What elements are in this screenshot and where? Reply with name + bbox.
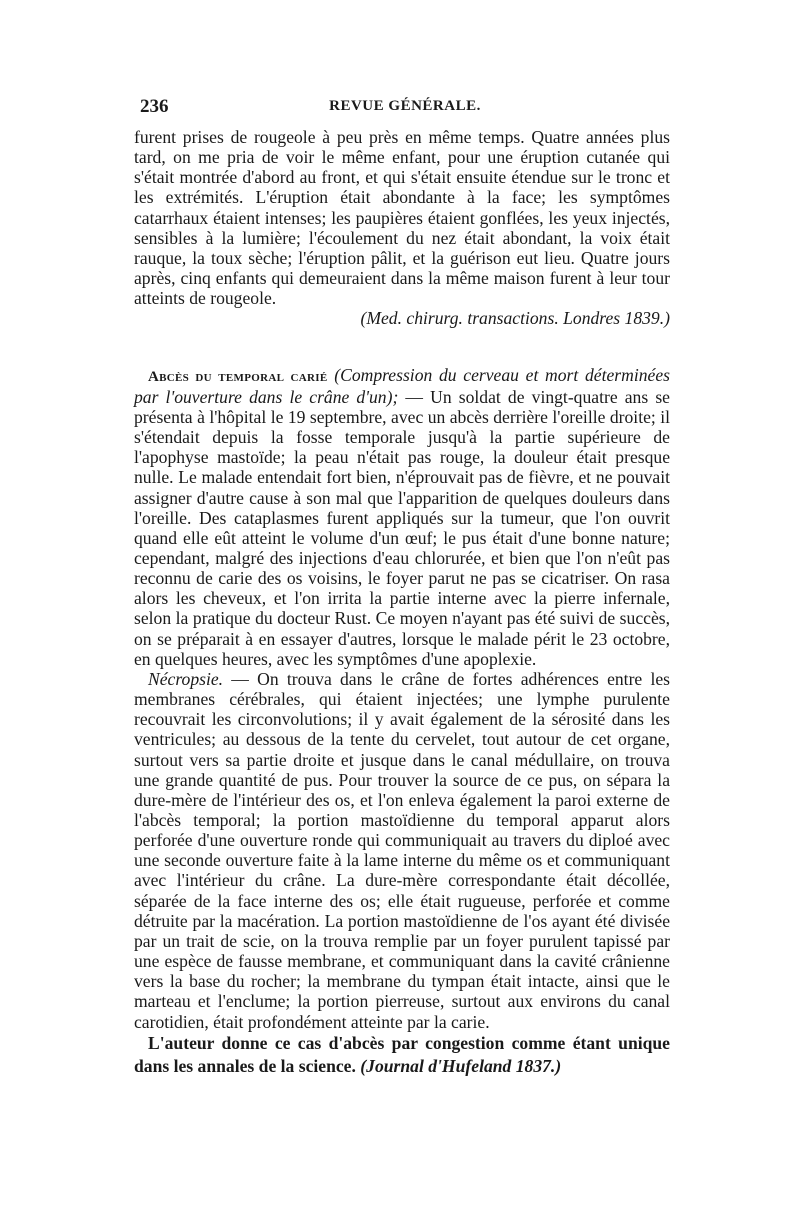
section2-conclusion <box>134 1032 670 1078</box>
section1-citation: (Med. chirurg. transactions. Londres 1839.) <box>360 308 670 329</box>
section2-citation: (Journal d'Hufeland 1837.) <box>360 1055 562 1076</box>
section1-paragraph: furent prises de rougeole à peu près en même temps. Quatre années plus tard, on me pria de voir le même enfant, pour une éruption cutanée qui s'était montrée d'abord au front, et qui s'était ensuite étendue sur le tronc et les extrémités. L'éruption était abondante à la face; les symptômes catarrhaux étaient intenses; les paupières étaient gonflées, les yeux injectés, sensibles à la lumière; l'écoulement du nez était abondant, la voix était rauque, la toux sèche; l'éruption pâlit, et la guérison eut lieu. Quatre jours après, cinq enfants qui demeuraient dans la même maison furent à leur tour atteints de rougeole. <box>134 127 670 309</box>
section2-text2: — On trouva dans le crâne de fortes adhérences entre les membranes cérébrales, qui étaient injectées; une lymphe purulente recouvrait les circonvolutions; il y avait également de la sérosité dans les ventricules; au dessous de la tente du cervelet, tout autour de cet organe, surtout vers sa partie droite et jusque dans le canal médullaire, on trouva une grande quantité de pus. Pour trouver la source de ce pus, on sépara la dure-mère de l'intérieur des os, et l'on enleva également la paroi externe de l'abcès temporal; la portion mastoïdienne du temporal apparut alors perforée d'une ouverture ronde qui communiquait au travers du diploé avec une seconde ouverture faite à la lame interne du même os et communiquant avec l'intérieur du crâne. La dure-mère correspondante était décollée, séparée de la face interne des os; elle était rugueuse, perforée et comme détruite par la macération. La portion mastoïdienne de l'os ayant été divisée par un trait de scie, on la trouva remplie par un foyer purulent tapissé par une espèce de fausse membrane, et communiquant dans la cavité crânienne vers la base du rocher; la membrane du tympan était intacte, ainsi que le marteau et l'enclume; la portion pierreuse, surtout aux environs du canal carotidien, était profondément atteinte par la carie. <box>134 668 670 1032</box>
necropsie-label: Nécropsie. <box>148 668 224 689</box>
conclusion-text: L'auteur donne ce cas d'abcès par congestion comme étant unique dans les annales de la science. <box>134 1032 670 1076</box>
section2-subtitle: (Compression du cerveau et mort déterminées par l'ouverture dans le crâne d'un); <box>134 364 670 407</box>
section2-title: Abcès du temporal carié <box>148 368 328 385</box>
page-header <box>140 96 670 124</box>
section2-paragraph2 <box>134 669 670 1032</box>
page-number: 236 <box>140 96 169 117</box>
running-title: REVUE GÉNÉRALE. <box>329 98 481 114</box>
page-body <box>134 127 670 1078</box>
section2-text1: — Un soldat de vingt-quatre ans se présenta à l'hôpital le 19 septembre, avec un abcès derrière l'oreille droite; il s'étendait depuis la fosse temporale jusqu'à la partie supérieure de l'apophyse mastoïde; la peau n'était pas rouge, la douleur était presque nulle. Le malade entendait fort bien, n'éprouvait pas de fièvre, et ne pouvait assigner d'autre cause à son mal que l'apparition de quelques douleurs dans l'oreille. Des cataplasmes furent appliqués sur la tumeur, que l'on ouvrit quand elle eût atteint le volume d'un œuf; le pus était d'une bonne nature; cependant, malgré des injections d'eau chlorurée, et bien que l'on n'eût pas reconnu de carie des os voisins, le foyer parut ne pas se cicatriser. On rasa alors les cheveux, et l'on irrita la partie interne avec la pierre infernale, selon la pratique du docteur Rust. Ce moyen n'ayant pas été suivi de succès, on se préparait à en essayer d'autres, lorsque le malade périt le 23 octobre, en quelques heures, avec les symptômes d'une apoplexie. <box>134 386 670 669</box>
section-gap <box>134 329 670 365</box>
section2-paragraph1 <box>134 365 670 669</box>
